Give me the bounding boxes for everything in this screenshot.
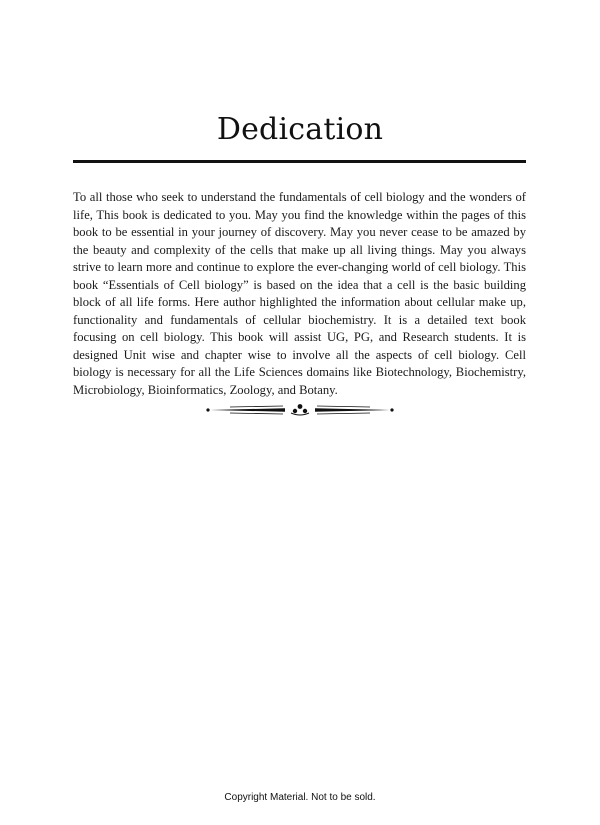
- title-underline: [73, 160, 526, 163]
- page-title: Dedication: [216, 112, 384, 147]
- dedication-paragraph: To all those who seek to understand the fundamentals of cell biology and the wonders of life, This book is dedicated to you. May you find the knowledge within the pages of this book to be essential in your journey of discovery. May you never cease to be amazed by the beauty and complexity of the cells that make up all living things. May you always strive to learn more and continue to explore the ever-changing world of cell biology. This book “Essentials of Cell biology” is based on the idea that a cell is the basic building block of all life forms. Here author highlighted the information about cellular make up, functionality and fundamentals of cellular biochemistry. It is a detailed text book focusing on cell biology. This book will assist UG, PG, and Research students. It is designed Unit wise and chapter wise to involve all the aspects of cell biology. Cell biology is necessary for all the Life Sciences domains like Biotechnology, Biochemistry, Microbiology, Bioinformatics, Zoology, and Botany.: [73, 190, 526, 397]
- copyright-footer: Copyright Material. Not to be sold.: [224, 792, 376, 803]
- fleuron-divider-icon: [205, 401, 395, 417]
